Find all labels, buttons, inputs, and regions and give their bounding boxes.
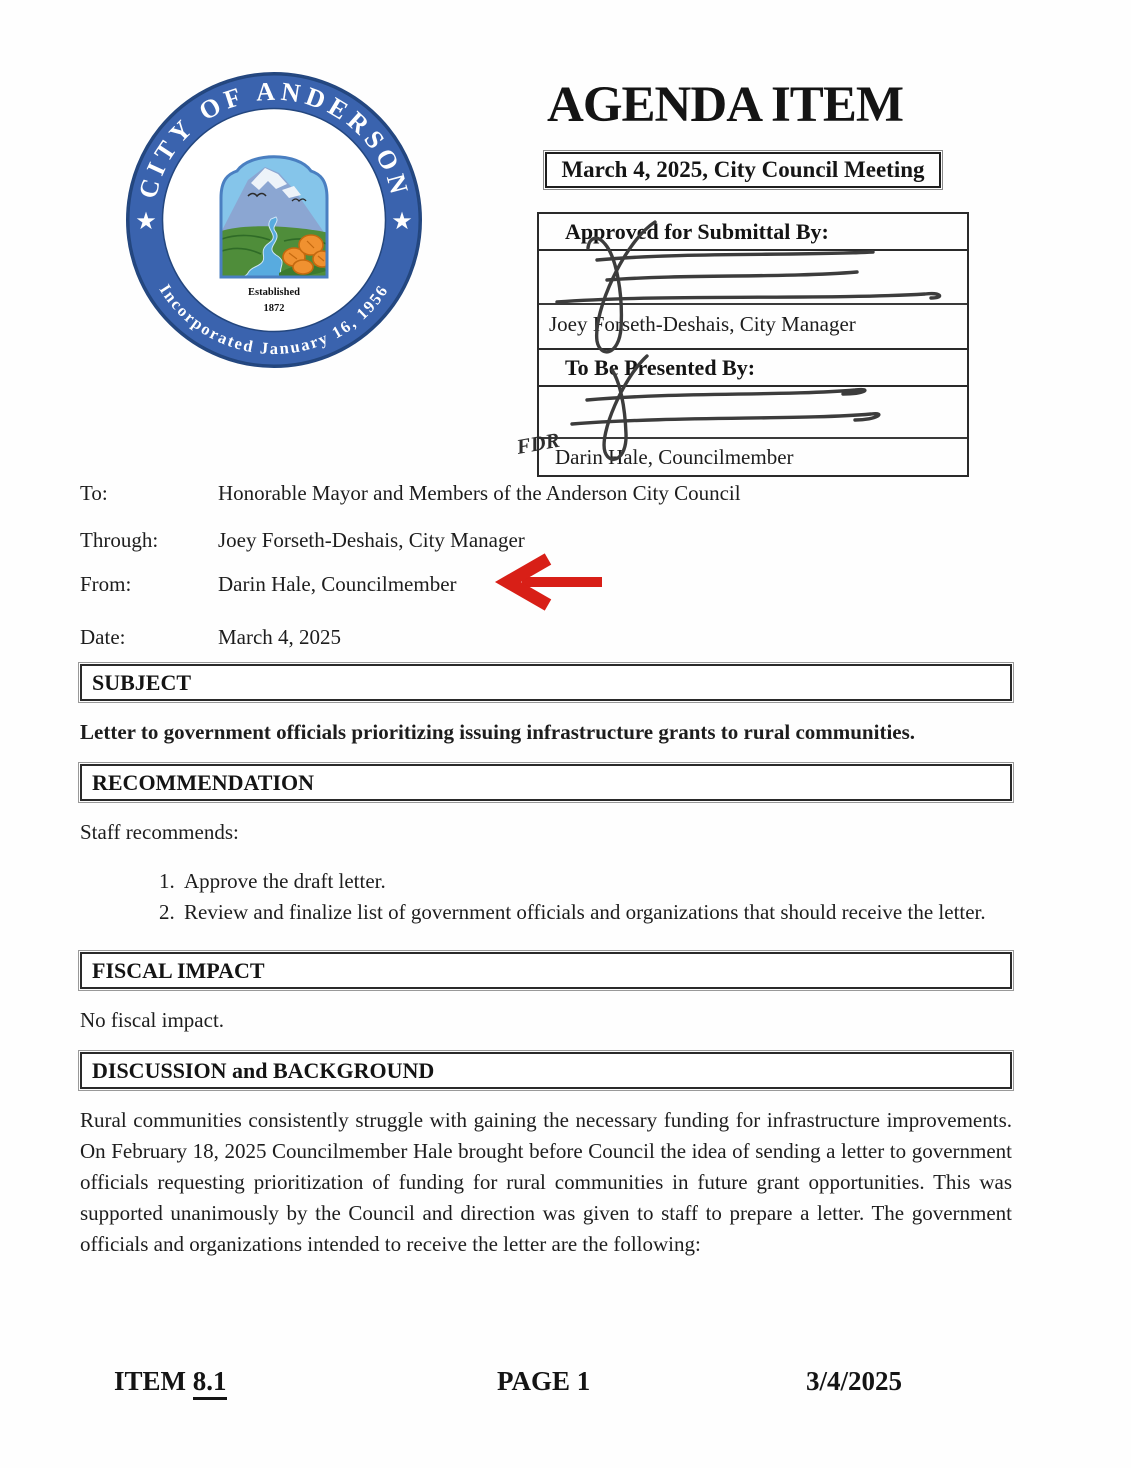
- presenter-signature-line: [539, 387, 967, 439]
- discussion-heading: DISCUSSION and BACKGROUND: [80, 1052, 1012, 1089]
- fiscal-impact-body: No fiscal impact.: [80, 1008, 225, 1032]
- submittal-signature-line: [539, 251, 967, 305]
- through-value: Joey Forseth-Deshais, City Manager: [218, 528, 525, 552]
- recommendation-item: 1. Approve the draft letter.: [180, 866, 1012, 897]
- subject-heading: SUBJECT: [80, 664, 1012, 701]
- footer-item-label: ITEM: [114, 1366, 193, 1396]
- date-label: Date:: [80, 625, 126, 649]
- subject-body: Letter to government officials prioritizing issuing infrastructure grants to rural communities.: [80, 720, 916, 744]
- approved-for-submittal-label: Approved for Submittal By:: [539, 214, 967, 251]
- to-be-presented-label: To Be Presented By:: [539, 348, 967, 387]
- memo-body: [80, 480, 1012, 1260]
- city-seal-graphic: [124, 70, 424, 370]
- footer-date: 3/4/2025: [806, 1366, 903, 1396]
- handwritten-initials: FDR: [514, 427, 562, 459]
- submittal-name: Joey Forseth-Deshais, City Manager: [549, 312, 856, 336]
- date-value: March 4, 2025: [218, 625, 342, 649]
- page-title: AGENDA ITEM: [547, 77, 903, 133]
- from-label: From:: [80, 572, 132, 596]
- presenter-name: Darin Hale, Councilmember: [555, 445, 794, 469]
- footer-item-number: [114, 1366, 227, 1397]
- seal-established-label: Established: [248, 287, 300, 298]
- seal-ring-text-bottom: Incorporated January 16, 1956: [155, 280, 393, 358]
- to-label: To:: [80, 481, 108, 505]
- anderson-city-seal: [124, 70, 424, 370]
- seal-ring-text-top: CITY OF ANDERSON: [132, 76, 416, 202]
- memo-row-to: [80, 480, 1012, 506]
- meeting-date-banner: March 4, 2025, City Council Meeting: [545, 152, 941, 188]
- recommendation-item: 2. Review and finalize list of government officials and organizations that should receive the letter.: [180, 897, 1012, 928]
- from-value: Darin Hale, Councilmember: [218, 572, 457, 596]
- recommendation-intro: Staff recommends:: [80, 820, 239, 844]
- footer-item-value: 8.1: [193, 1366, 227, 1400]
- seal-star-left-icon: ★: [135, 209, 157, 235]
- to-value: Honorable Mayor and Members of the Anderson City Council: [218, 481, 741, 505]
- footer-page-number: PAGE 1: [497, 1366, 591, 1396]
- seal-star-right-icon: ★: [391, 209, 413, 235]
- fiscal-impact-heading: FISCAL IMPACT: [80, 952, 1012, 989]
- approval-table: [514, 212, 969, 477]
- recommendation-list: [80, 866, 1012, 928]
- memo-row-date: [80, 624, 1012, 650]
- seal-established-year: 1872: [263, 303, 285, 314]
- through-label: Through:: [80, 528, 159, 552]
- memo-row-from: [80, 571, 1012, 597]
- recommendation-heading: RECOMMENDATION: [80, 764, 1012, 801]
- memo-row-through: [80, 527, 1012, 553]
- discussion-body: Rural communities consistently struggle with gaining the necessary funding for infrastructure improvements. On February 18, 2025 Councilmember Hale brought before Council the idea of sending a letter to government officials requesting prioritization of funding for rural communities in future grant opportunities. This was supported unanimously by the Council and direction was given to staff to prepare a letter. The government officials and organizations intended to receive the letter are the following:: [80, 1108, 1012, 1256]
